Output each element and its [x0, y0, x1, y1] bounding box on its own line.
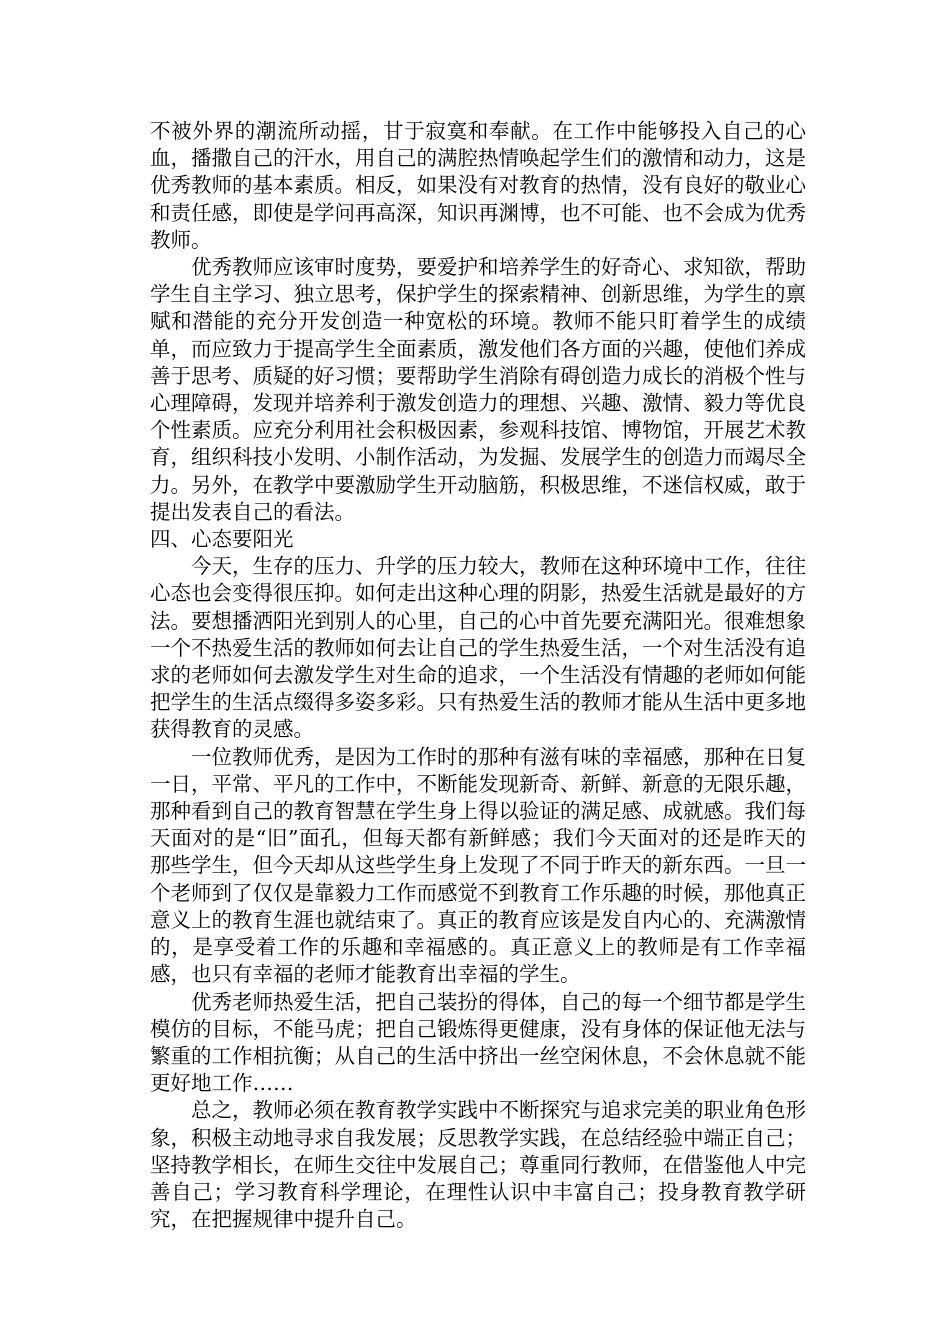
- document-page: [150, 118, 806, 1233]
- paragraph-5: 优秀老师热爱生活，把自己装扮的得体，自己的每一个细节都是学生模仿的目标，不能马虎；把自己锻炼得更健康，没有身体的保证他无法与繁重的工作相抗衡；从自己的生活中挤出一丝空闲休息，不会休息就不能更好地工作……: [150, 989, 806, 1096]
- paragraph-3: 今天，生存的压力、升学的压力较大，教师在这种环境中工作，往往心态也会变得很压抑。如何走出这种心理的阴影，热爱生活就是最好的方法。要想播洒阳光到别人的心里，自己的心中首先要充满阳光。很难想象一个不热爱生活的教师如何去让自己的学生热爱生活，一个对生活没有追求的老师如何去激发学生对生命的追求，一个生活没有情趣的老师如何能把学生的生活点缀得多姿多彩。只有热爱生活的教师才能从生活中更多地获得教育的灵感。: [150, 554, 806, 742]
- paragraph-6: 总之，教师必须在教育教学实践中不断探究与追求完美的职业角色形象，积极主动地寻求自我发展；反思教学实践，在总结经验中端正自己；坚持教学相长，在师生交往中发展自己；尊重同行教师，在借鉴他人中完善自己；学习教育科学理论，在理性认识中丰富自己；投身教育教学研究，在把握规律中提升自己。: [150, 1098, 806, 1232]
- paragraph-4: 一位教师优秀，是因为工作时的那种有滋有味的幸福感，那种在日复一日，平常、平凡的工作中，不断能发现新奇、新鲜、新意的无限乐趣，那种看到自己的教育智慧在学生身上得以验证的满足感、成就感。我们每天面对的是“旧”面孔，但每天都有新鲜感；我们今天面对的还是昨天的那些学生，但今天却从这些学生身上发现了不同于昨天的新东西。一旦一个老师到了仅仅是靠毅力工作而感觉不到教育工作乐趣的时候，那他真正意义上的教育生涯也就结束了。真正的教育应该是发自内心的、充满激情的，是享受着工作的乐趣和幸福感的。真正意义上的教师是有工作幸福感，也只有幸福的老师才能教育出幸福的学生。: [150, 744, 806, 987]
- paragraph-1: 不被外界的潮流所动摇，甘于寂寞和奉献。在工作中能够投入自己的心血，播撒自己的汗水，用自己的满腔热情唤起学生们的激情和动力，这是优秀教师的基本素质。相反，如果没有对教育的热情，没有良好的敬业心和责任感，即使是学问再高深，知识再渊博，也不可能、也不会成为优秀教师。: [150, 119, 806, 252]
- section-heading: 四、心态要阳光: [150, 527, 294, 552]
- paragraph-2: 优秀教师应该审时度势，要爱护和培养学生的好奇心、求知欲，帮助学生自主学习、独立思考，保护学生的探索精神、创新思维，为学生的禀赋和潜能的充分开发创造一种宽松的环境。教师不能只盯着学生的成绩单，而应致力于提高学生全面素质，激发他们各方面的兴趣，使他们养成善于思考、质疑的好习惯；要帮助学生消除有碍创造力成长的消极个性与心理障碍，发现并培养利于激发创造力的理想、兴趣、激情、毅力等优良个性素质。应充分利用社会积极因素，参观科技馆、博物馆，开展艺术教育，组织科技小发明、小制作活动，为发掘、发展学生的创造力而竭尽全力。另外，在教学中要激励学生开动脑筋，积极思维，不迷信权威，敢于提出发表自己的看法。: [150, 255, 806, 524]
